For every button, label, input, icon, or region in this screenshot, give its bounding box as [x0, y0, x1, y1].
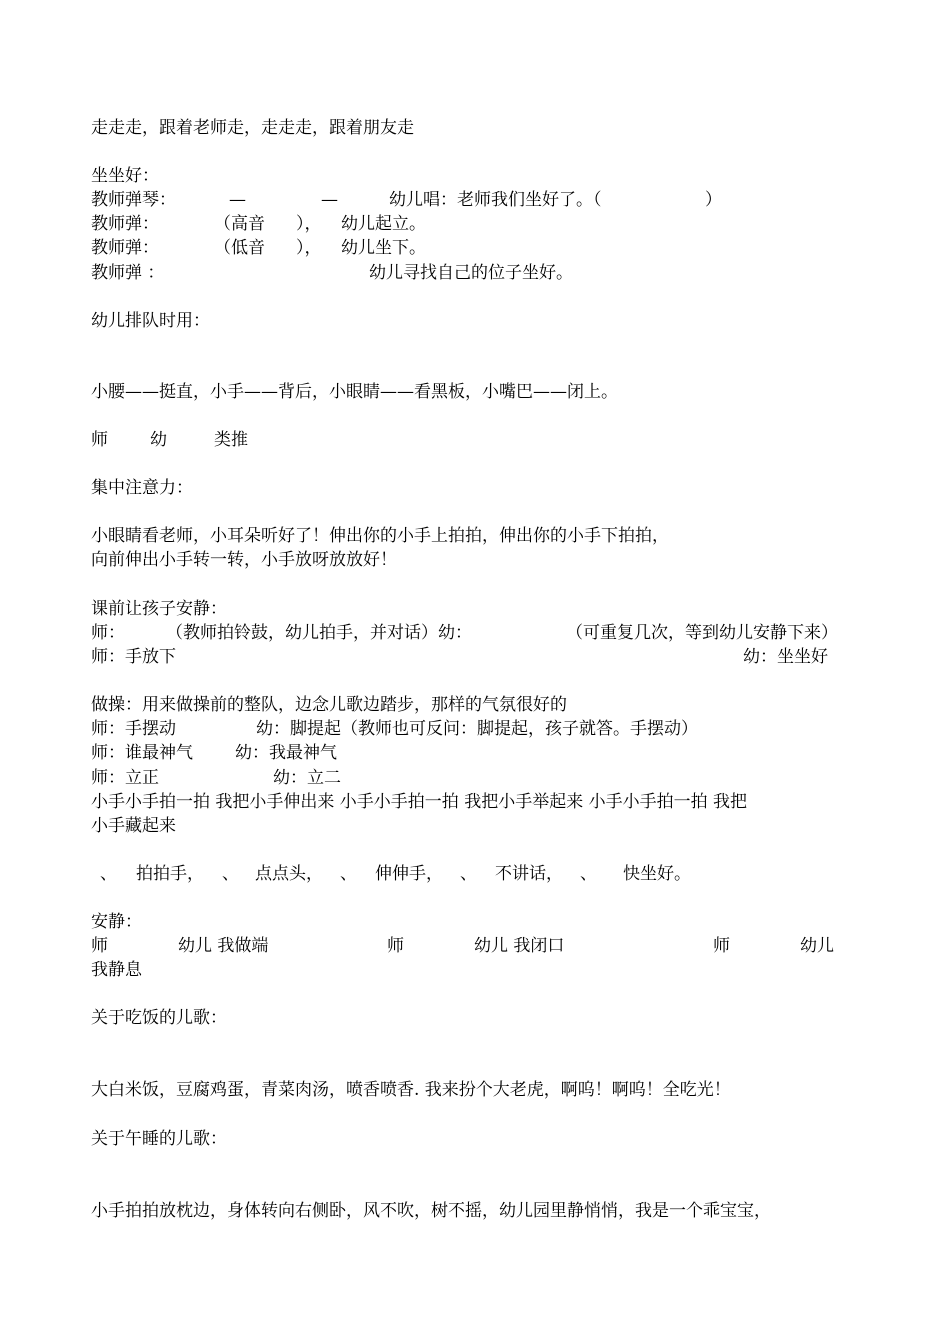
line-find-label: 教师弹 ： [91, 263, 165, 283]
heading-quiet: 安静： [91, 912, 142, 932]
line-children-sing: 幼儿唱：老师我们坐好了。（ [389, 190, 602, 210]
heading-attention: 集中注意力： [91, 478, 193, 498]
list-sep-2: 、 [222, 864, 239, 884]
line-who-proud: 师：谁最神气 [91, 743, 193, 763]
line-teacher: 师 [91, 430, 108, 450]
line-quiet-rest: 我静息 [91, 960, 142, 980]
line-lift-feet: 幼：脚提起（教师也可反问：脚提起，孩子就答。手摆动） [256, 719, 698, 739]
line-quiet-c3: 幼儿 [800, 936, 834, 956]
line-attention-stand: 师：立正 [91, 768, 159, 788]
line-piano-dash-1: — [229, 190, 246, 210]
line-quiet-dialog: （教师拍铃鼓，幼儿拍手，并对话）幼： [166, 623, 472, 643]
line-etc: 类推 [214, 430, 248, 450]
line-meal-song: 大白米饭，豆腐鸡蛋，青菜肉汤，喷香喷香. 我来扮个大老虎，啊呜！啊呜！全吃光！ [91, 1080, 731, 1100]
line-piano-dash-2: — [321, 190, 338, 210]
line-low-close: ）， [296, 238, 322, 258]
line-quiet-repeat: （可重复几次，等到幼儿安静下来） [566, 623, 838, 643]
line-high-note: （高音 [214, 214, 265, 234]
line-nap-song: 小手拍拍放枕边，身体转向右侧卧，风不吹，树不摇，幼儿园里静悄悄，我是一个乖宝宝， [91, 1201, 771, 1221]
line-quiet-teacher: 师： [91, 623, 125, 643]
heading-sit-well: 坐坐好： [91, 166, 159, 186]
line-me-proud: 幼：我最神气 [235, 743, 337, 763]
line-high-action: 幼儿起立。 [341, 214, 426, 234]
line-low-note: （低音 [214, 238, 265, 258]
line-high-close: ）， [296, 214, 322, 234]
heading-line-up: 幼儿排队时用： [91, 311, 210, 331]
line-clap-song-2: 小手藏起来 [91, 816, 176, 836]
list-sep-5: 、 [580, 864, 597, 884]
line-hands-down: 师：手放下 [91, 647, 176, 667]
line-children-sing-close: ） [705, 190, 722, 210]
heading-quiet-before-class: 课前让孩子安静： [91, 599, 227, 619]
line-clap-song-1: 小手小手拍一拍 我把小手伸出来 小手小手拍一拍 我把小手举起来 小手小手拍一拍 我把 [91, 792, 748, 812]
line-low-label: 教师弹： [91, 238, 159, 258]
line-high-label: 教师弹： [91, 214, 159, 234]
line-quiet-c2: 幼儿 我闭口 [474, 936, 565, 956]
line-posture: 小腰——挺直，小手——背后，小眼睛——看黑板，小嘴巴——闭上。 [91, 382, 618, 402]
list-sep-3: 、 [340, 864, 357, 884]
line-sit-well-reply: 幼：坐坐好 [743, 647, 828, 667]
heading-nap-song: 关于午睡的儿歌： [91, 1129, 227, 1149]
list-sit-fast: 快坐好。 [623, 864, 691, 884]
list-stretch: 伸伸手， [375, 864, 443, 884]
list-clap-hands: 拍拍手， [136, 864, 204, 884]
line-quiet-c1: 幼儿 我做端 [178, 936, 269, 956]
line-attention-1: 小眼睛看老师，小耳朵听好了！伸出你的小手上拍拍，伸出你的小手下拍拍， [91, 526, 669, 546]
line-quiet-t1: 师 [91, 936, 108, 956]
line-piano-label: 教师弹琴： [91, 190, 176, 210]
list-nod: 点点头， [255, 864, 323, 884]
line-quiet-t3: 师 [713, 936, 730, 956]
line-find-action: 幼儿寻找自己的位子坐好。 [369, 263, 573, 283]
line-child: 幼 [150, 430, 167, 450]
list-no-talk: 不讲话， [495, 864, 563, 884]
line-stand-reply: 幼：立二 [273, 768, 341, 788]
line-quiet-t2: 师 [387, 936, 404, 956]
line-attention-2: 向前伸出小手转一转，小手放呀放放好！ [91, 550, 397, 570]
line-walk-song: 走走走，跟着老师走，走走走，跟着朋友走 [91, 118, 414, 138]
line-low-action: 幼儿坐下。 [341, 238, 426, 258]
line-swing-hands: 师：手摆动 [91, 719, 176, 739]
list-sep-4: 、 [460, 864, 477, 884]
heading-exercise: 做操：用来做操前的整队，边念儿歌边踏步，那样的气氛很好的 [91, 695, 567, 715]
list-sep-1: 、 [100, 864, 117, 884]
heading-meal-song: 关于吃饭的儿歌： [91, 1008, 227, 1028]
